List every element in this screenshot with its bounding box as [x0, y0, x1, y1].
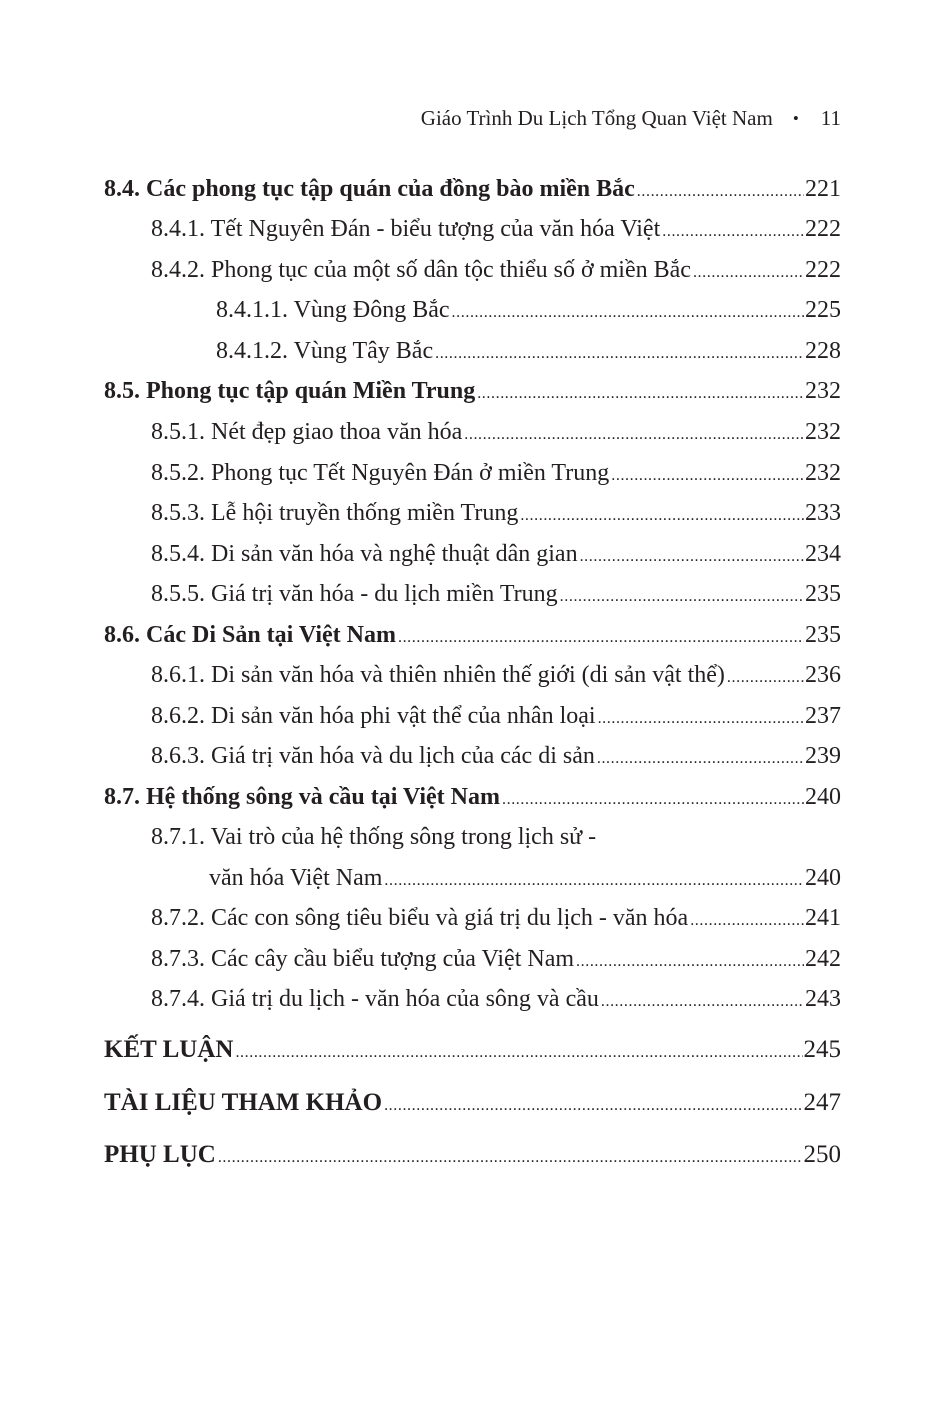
toc-page: 237: [805, 703, 841, 729]
toc-leader: [580, 542, 804, 572]
toc-subsection: [104, 984, 841, 1017]
toc-title: 8.5.1. Nét đẹp giao thoa văn hóa: [151, 419, 463, 445]
toc-title: 8.4.2. Phong tục của một số dân tộc thiểu số ở miền Bắc: [151, 257, 691, 283]
toc-leader: [693, 258, 804, 288]
toc-leader: [598, 704, 804, 734]
toc-title: 8.6.1. Di sản văn hóa và thiên nhiên thế giới (di sản vật thể): [151, 662, 725, 688]
toc-leader: [690, 906, 804, 936]
toc-subsection-continued: [104, 863, 841, 896]
toc-page: 235: [805, 622, 841, 648]
toc-page: 250: [803, 1141, 841, 1168]
toc-leader: [727, 663, 804, 693]
toc-leader: [576, 947, 804, 977]
toc-chapter: [104, 1035, 841, 1068]
toc-leader: [477, 379, 804, 409]
toc-leader: [384, 1091, 802, 1121]
toc-page: 232: [805, 419, 841, 445]
toc-page: 241: [805, 905, 841, 931]
toc-section: [104, 620, 841, 653]
toc-page: 232: [805, 378, 841, 404]
toc-title: 8.5.2. Phong tục Tết Nguyên Đán ở miền Trung: [151, 460, 610, 486]
toc-leader: [502, 785, 804, 815]
toc-section: [104, 376, 841, 409]
toc-leader: [601, 987, 804, 1017]
toc-subsection: [104, 255, 841, 288]
toc-page: 222: [805, 216, 841, 242]
toc-subsubsection: [104, 295, 841, 328]
toc-subsubsection: [104, 336, 841, 369]
toc-chapter: [104, 1140, 841, 1173]
toc-subsection: [104, 417, 841, 450]
toc-subsection: [104, 944, 841, 977]
toc-page: 234: [805, 541, 841, 567]
toc-section: [104, 174, 841, 207]
header-bullet: •: [792, 108, 799, 128]
toc-title: 8.6. Các Di Sản tại Việt Nam: [104, 622, 396, 648]
toc-title: TÀI LIỆU THAM KHẢO: [104, 1089, 383, 1116]
toc-title: 8.7.3. Các cây cầu biểu tượng của Việt Nam: [151, 946, 575, 972]
toc-leader: [218, 1143, 803, 1173]
toc-leader: [560, 582, 804, 612]
toc-subsection: [104, 660, 841, 693]
toc-subsection: [104, 539, 841, 572]
toc-page: 221: [805, 176, 841, 202]
toc-subsection: [104, 903, 841, 936]
toc-subsection: [104, 741, 841, 774]
toc-title: 8.6.3. Giá trị văn hóa và du lịch của các di sản: [151, 743, 595, 769]
toc-subsection: [104, 822, 841, 852]
toc-leader: [235, 1038, 802, 1068]
toc-page: 233: [805, 500, 841, 526]
toc-subsection: [104, 579, 841, 612]
book-title: Giáo Trình Du Lịch Tổng Quan Việt Nam: [420, 106, 773, 130]
toc-page: 240: [805, 784, 841, 810]
toc-leader: [662, 217, 804, 247]
toc-title: 8.7. Hệ thống sông và cầu tại Việt Nam: [104, 784, 500, 810]
toc-title: 8.4. Các phong tục tập quán của đồng bào miền Bắc: [104, 176, 635, 202]
toc-title: 8.5.3. Lễ hội truyền thống miền Trung: [151, 500, 519, 526]
toc-title: 8.4.1.1. Vùng Đông Bắc: [216, 297, 450, 323]
toc-title: 8.5.5. Giá trị văn hóa - du lịch miền Trung: [151, 581, 558, 607]
toc-title: văn hóa Việt Nam: [209, 865, 383, 891]
running-header: [421, 106, 841, 131]
toc-chapter: [104, 1088, 841, 1121]
toc-page: 225: [805, 297, 841, 323]
toc-title: 8.6.2. Di sản văn hóa phi vật thể của nhân loại: [151, 703, 596, 729]
toc-leader: [452, 298, 804, 328]
toc-page: 236: [805, 662, 841, 688]
toc-title: 8.7.1. Vai trò của hệ thống sông trong lịch sử -: [151, 824, 597, 850]
toc-leader: [435, 339, 804, 369]
toc-subsection: [104, 701, 841, 734]
toc-subsection: [104, 498, 841, 531]
toc-subsection: [104, 214, 841, 247]
toc-title: 8.4.1.2. Vùng Tây Bắc: [216, 338, 434, 364]
toc-page: 240: [805, 865, 841, 891]
toc-subsection: [104, 458, 841, 491]
toc-leader: [520, 501, 804, 531]
toc-leader: [637, 177, 804, 207]
toc-page: 242: [805, 946, 841, 972]
toc-title: 8.7.2. Các con sông tiêu biểu và giá trị du lịch - văn hóa: [151, 905, 689, 931]
toc-page: 232: [805, 460, 841, 486]
toc-title: 8.4.1. Tết Nguyên Đán - biểu tượng của văn hóa Việt: [151, 216, 661, 242]
toc-page: 228: [805, 338, 841, 364]
toc-title: PHỤ LỤC: [104, 1141, 216, 1168]
toc-title: 8.5. Phong tục tập quán Miền Trung: [104, 378, 476, 404]
toc-page: 235: [805, 581, 841, 607]
toc-title: 8.7.4. Giá trị du lịch - văn hóa của sông và cầu: [151, 986, 599, 1012]
toc-leader: [597, 744, 804, 774]
toc-leader: [398, 623, 804, 653]
toc-leader: [384, 866, 804, 896]
toc-page: 222: [805, 257, 841, 283]
toc-page: 243: [805, 986, 841, 1012]
toc-page: 247: [803, 1089, 841, 1116]
toc-title: KẾT LUẬN: [104, 1036, 234, 1063]
toc-section: [104, 782, 841, 815]
toc-page: 239: [805, 743, 841, 769]
toc-leader: [464, 420, 804, 450]
toc-leader: [611, 461, 804, 491]
toc-title: 8.5.4. Di sản văn hóa và nghệ thuật dân gian: [151, 541, 578, 567]
page-number: 11: [820, 106, 841, 130]
toc-page: 245: [803, 1036, 841, 1063]
